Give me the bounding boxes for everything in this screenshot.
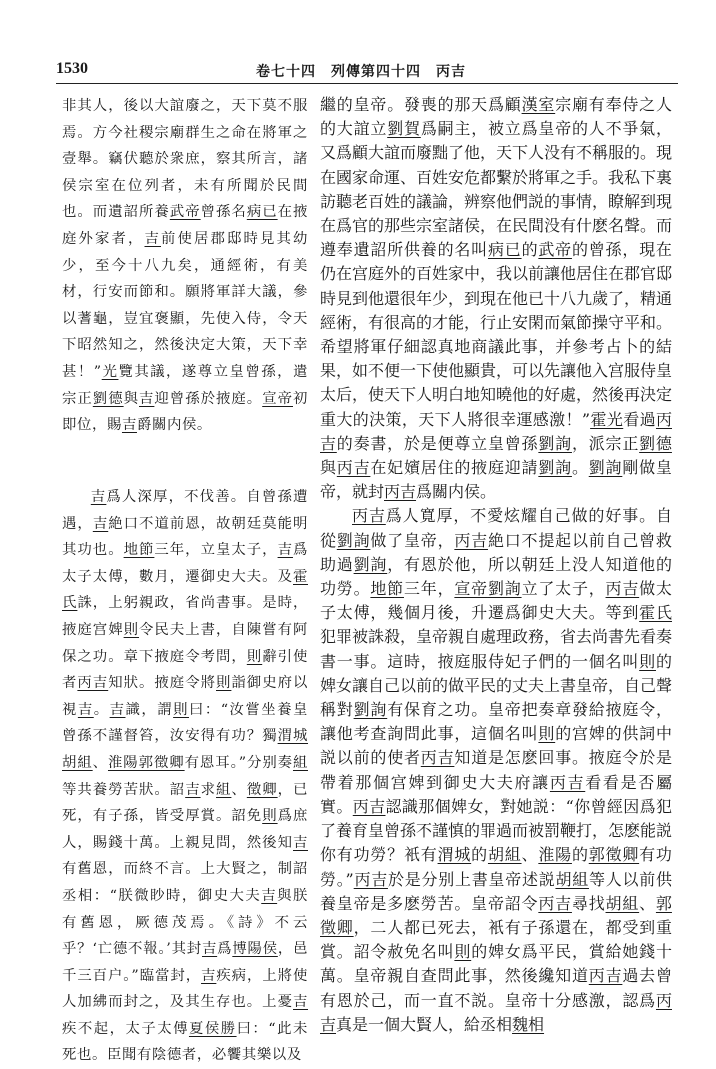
proper-name: 地節 <box>370 579 404 599</box>
proper-name: 劉賀 <box>387 119 421 139</box>
original-text-column-2 <box>62 484 308 1069</box>
running-head-title: 卷七十四 列傳第四十四 丙吉 <box>256 64 466 80</box>
original-paragraph <box>62 484 308 1069</box>
proper-name: 丙吉 <box>352 796 386 816</box>
proper-name: 吉 <box>121 417 137 434</box>
text-run: 爲人深厚，不伐善。自曾孫遭遇， <box>62 489 308 532</box>
text-run: 識，謂 <box>125 701 174 718</box>
text-run: 剛做皇帝，就封 <box>320 458 672 502</box>
text-run: 看過 <box>623 409 656 429</box>
proper-name: 淮陽 <box>538 845 572 865</box>
proper-name: 夏侯勝 <box>188 1020 237 1037</box>
text-run: 前使居郡邸時見其幼少，至今十八九矣，通經術，有美材，行安而節和。願將軍詳大議，參以蓍龜，豈宜褒顯，先使入侍，令天下昭然知之，然後決定大策，天下幸甚！” <box>62 230 308 380</box>
proper-name: 丙吉 <box>320 409 672 453</box>
proper-name: 丙吉 <box>384 482 417 502</box>
proper-name: 丙吉 <box>420 748 455 768</box>
text-run: 。 <box>93 701 110 718</box>
text-run: 宗廟有奉侍之人的大誼立 <box>320 95 672 139</box>
proper-name: 則 <box>538 724 556 744</box>
text-run: 認識那個婢女，對她説：“你曾經因爲犯了養育皇曾孫不謹慎的罪過而被罰鞭打，怎麽能説你有功勞？衹有 <box>320 796 673 865</box>
text-run: 爲庶人，賜錢十萬。上親見問，然後知 <box>62 808 308 851</box>
proper-name: 吉 <box>261 887 278 904</box>
text-run: 爲太子太傅，數月，遷御史大夫。及 <box>62 542 308 585</box>
proper-name: 丙吉 <box>352 506 386 526</box>
text-run: 等人以前供養皇帝是多麽勞苦。皇帝詔令 <box>320 869 672 913</box>
proper-name: 丙吉 <box>336 458 371 478</box>
proper-name: 霍氏 <box>639 603 672 623</box>
proper-name: 吉 <box>139 390 155 407</box>
proper-name: 郭徵卿 <box>320 893 672 937</box>
proper-name: 吉 <box>144 230 161 247</box>
text-run: 、 <box>521 845 539 865</box>
text-run: 犯罪被誅殺，皇帝親自處理政務，省去尚書先看奏書一事。這時，掖庭服侍妃子們的一個名叫 <box>320 627 673 671</box>
text-run: 有功勞。” <box>320 845 672 889</box>
text-run: 做了皇帝， <box>370 530 455 550</box>
text-run: 、 <box>639 893 656 913</box>
text-run: 的 <box>571 845 589 865</box>
text-run: 曾孫名 <box>200 204 247 221</box>
proper-name: 宣帝 <box>454 579 488 599</box>
proper-name: 劉德 <box>639 433 672 453</box>
text-run: 在掖庭外家者， <box>62 204 309 247</box>
text-run: 知狀。掖庭令將 <box>108 675 216 692</box>
proper-name: 則 <box>173 701 189 718</box>
proper-name: 劉詢 <box>538 458 572 478</box>
text-run: 知道是怎麽回事。掖庭令於是帶着那個宫婢到御史大夫府讓 <box>320 748 672 792</box>
text-run: 疾病，上將使人加紼而封之，及其生存也。上憂 <box>62 967 308 1011</box>
proper-name: 吉 <box>277 542 293 559</box>
proper-name: 則 <box>639 651 656 671</box>
proper-name: 組 <box>216 781 232 798</box>
proper-name: 丙吉 <box>605 579 640 599</box>
proper-name: 吉 <box>90 489 107 505</box>
text-run: 辭引使者 <box>62 648 308 692</box>
proper-name: 丙吉 <box>320 990 672 1034</box>
running-header <box>56 60 676 84</box>
proper-name: 劉詢 <box>538 433 572 453</box>
text-run: 與朕有舊恩，厥德茂焉。《詩》不云乎？‘亡德不報。’其封 <box>62 887 308 958</box>
proper-name: 病已 <box>487 240 522 260</box>
proper-name: 劉詢 <box>487 579 522 599</box>
text-run: 過去曾有恩於己，而一直不説。皇帝十分感激，認爲 <box>320 966 672 1010</box>
proper-name: 渭城胡組 <box>62 728 309 771</box>
text-run: 爲嗣主，被立爲皇帝的人不爭氣，又爲顧大誼而廢黜了他，天下人没有不稱服的。現在國家命運、百姓安危都繫於將軍之手。我私下裏訪聽老百姓的議論，辨察他們説的事情，瞭解到現在爲官的那些宗室諸侯，在民間没有什麽名聲。而遵奉遺詔所供養的名叫 <box>320 119 673 260</box>
proper-name: 劉詢 <box>336 530 371 550</box>
text-run: 初即位，賜 <box>62 390 308 434</box>
proper-name: 則 <box>216 675 232 692</box>
proper-name: 丙吉 <box>549 772 586 792</box>
text-run: 的曾孫，現在仍在宫庭外的百姓家中，我以前讓他居住在郡官邸時見到他還很年少，到現在他已十八九歲了，精通經術，有很高的才能，行止安閑而氣節操守平和。希望將軍仔細認真地商議此事，并參考占卜的結果，如不便一下使他顯貴，可以先讓他入宫服侍皇太后，使天下人明白地知曉他的好處，然後再決定重大的決策，天下人將很幸運感激！” <box>320 240 673 429</box>
proper-name: 吉 <box>185 781 201 798</box>
text-run: 爲關内侯。 <box>416 482 497 502</box>
text-run: ，派宗正 <box>571 433 640 453</box>
text-run: 於是分别上書皇帝述説 <box>387 869 556 889</box>
text-run: 爵關内侯。 <box>136 417 212 434</box>
text-run: 看看是否屬實。 <box>320 772 672 816</box>
text-run: 有舊恩，而終不言。上大賢之，制詔丞相：“朕微眇時，御史大夫 <box>62 861 308 904</box>
proper-name: 組 <box>292 754 308 771</box>
proper-name: 劉詢 <box>353 554 388 574</box>
proper-name: 宣帝 <box>262 390 293 407</box>
text-run: 真是一個大賢人，給丞相 <box>336 1014 513 1034</box>
proper-name: 胡組 <box>487 845 522 865</box>
proper-name: 吉 <box>201 967 217 984</box>
proper-name: 霍氏 <box>62 568 308 612</box>
proper-name: 丙吉 <box>77 675 109 692</box>
text-run: 爲 <box>217 941 233 958</box>
text-run: 。 <box>571 458 589 478</box>
text-run: 在妃嬪居住的掖庭迎請 <box>370 458 539 478</box>
text-run: 的婢女讓自己以前的做平民的丈夫上書皇帝，自己聲稱對 <box>320 651 673 720</box>
proper-name: 武帝 <box>538 240 572 260</box>
text-run: 疾不起，太子太傅 <box>62 1020 189 1037</box>
text-run: 誅，上躬親政，省尚書事。是時，掖庭宫婢 <box>62 595 308 638</box>
translation-column <box>320 93 672 1037</box>
proper-name: 淮陽郭徵卿 <box>107 754 185 771</box>
text-run: 絶口不道前恩，故朝廷莫能明其功也。 <box>62 515 308 559</box>
proper-name: 地節 <box>123 542 155 559</box>
text-run: ，已死，有子孫，皆受厚賞。詔免 <box>62 781 308 825</box>
text-run: 立了太子， <box>521 579 606 599</box>
original-text-column <box>62 93 308 439</box>
proper-name: 丙吉 <box>353 869 388 889</box>
proper-name: 渭城 <box>437 845 472 865</box>
proper-name: 博陽侯 <box>232 941 278 958</box>
text-run: 的宫婢的供詞中説以前的使者 <box>320 724 672 768</box>
text-run: 曰：“汝嘗坐養皇曾孫不謹督笞，汝安得有功？獨 <box>62 701 308 745</box>
text-run: 的 <box>471 845 488 865</box>
proper-name: 丙吉 <box>538 893 572 913</box>
page-number: 1530 <box>56 60 88 77</box>
text-run: 的婢女爲平民，賞給她錢十萬。皇帝親自查問此事，然後纔知道 <box>320 942 672 986</box>
text-run: 有恩耳。”分别奏 <box>184 754 293 771</box>
proper-name: 劉詢 <box>588 458 623 478</box>
text-run: 做太子太傅，幾個月後，升遷爲御史大夫。等到 <box>320 579 672 623</box>
text-run: 迎曾孫於掖庭。 <box>154 390 263 407</box>
text-run: 絶口不提起以前自己曾救助過 <box>320 530 672 574</box>
text-run: ，邑千三百户。”臨當封， <box>62 941 308 984</box>
text-run: 求 <box>200 781 216 798</box>
proper-name: 則 <box>454 942 472 962</box>
proper-name: 吉 <box>201 941 218 958</box>
proper-name: 則 <box>123 621 140 638</box>
text-run: 詣御史府以視 <box>62 675 308 718</box>
text-run: 令民夫上書，自陳嘗有阿保之功。章下掖庭令考問， <box>62 621 308 665</box>
text-run: 的 <box>521 240 539 260</box>
text-run: 有保育之功。皇帝把奏章發給掖庭令，讓他考查詢問此事，這個名叫 <box>320 700 672 744</box>
proper-name: 吉 <box>92 515 109 532</box>
text-run: 非其人，後以大誼廢之，天下莫不服焉。方今社稷宗廟群生之命在將軍之壹舉。竊伏聽於衆庶，察其所言，諸侯宗室在位列者，未有所聞於民間也。而遺詔所養 <box>62 98 308 221</box>
text-run: ，二人都已死去，衹有子孫還在，都受到重賞。詔令赦免名叫 <box>320 917 672 962</box>
proper-name: 丙吉 <box>588 966 623 986</box>
text-run: 、 <box>92 754 108 771</box>
proper-name: 丙吉 <box>454 530 488 550</box>
proper-name: 郭徵卿 <box>588 845 640 865</box>
proper-name: 胡組 <box>605 893 640 913</box>
text-run: 曰：“此未死也。臣聞有陰德者，必饗其樂以及 <box>62 1020 308 1064</box>
text-run: 繼的皇帝。發喪的那天爲顧 <box>320 95 522 114</box>
text-run: 、 <box>231 781 247 798</box>
text-run: 尋找 <box>571 893 606 913</box>
proper-name: 吉 <box>109 701 126 718</box>
text-run: 與 <box>123 390 139 407</box>
text-run: 與 <box>320 458 337 478</box>
proper-name: 霍光 <box>590 409 624 429</box>
proper-name: 徵卿 <box>246 781 278 798</box>
translation-paragraph <box>320 93 672 504</box>
text-run: 三年， <box>403 579 455 599</box>
proper-name: 吉 <box>77 701 94 718</box>
translation-paragraph <box>320 504 672 1036</box>
text-run: ，有恩於他，所以朝廷上没人知道他的功勞。 <box>320 554 672 599</box>
proper-name: 則 <box>262 808 278 825</box>
proper-name: 武帝 <box>169 204 201 221</box>
original-paragraph <box>62 93 308 439</box>
text-run: 三年，立皇太子， <box>154 542 278 559</box>
header-rule <box>56 83 678 84</box>
proper-name: 魏相 <box>512 1014 545 1034</box>
proper-name: 劉詢 <box>353 700 388 720</box>
text-run: 等共養勞苦狀。詔 <box>62 781 186 798</box>
proper-name: 胡組 <box>555 869 589 889</box>
text-run: 覽其議，遂尊立皇曾孫，遣宗正 <box>62 363 308 407</box>
proper-name: 劉德 <box>92 390 124 407</box>
text-run: 的奏書，於是便尊立皇曾孫 <box>336 433 539 453</box>
proper-name: 則 <box>246 648 263 665</box>
proper-name: 吉 <box>293 834 308 851</box>
proper-name: 病已 <box>246 204 278 221</box>
proper-name: 吉 <box>293 994 308 1011</box>
proper-name: 光 <box>101 363 119 380</box>
proper-name: 漢室 <box>521 95 556 114</box>
text-run: 爲人寬厚，不愛炫耀自己做的好事。自從 <box>320 506 672 550</box>
